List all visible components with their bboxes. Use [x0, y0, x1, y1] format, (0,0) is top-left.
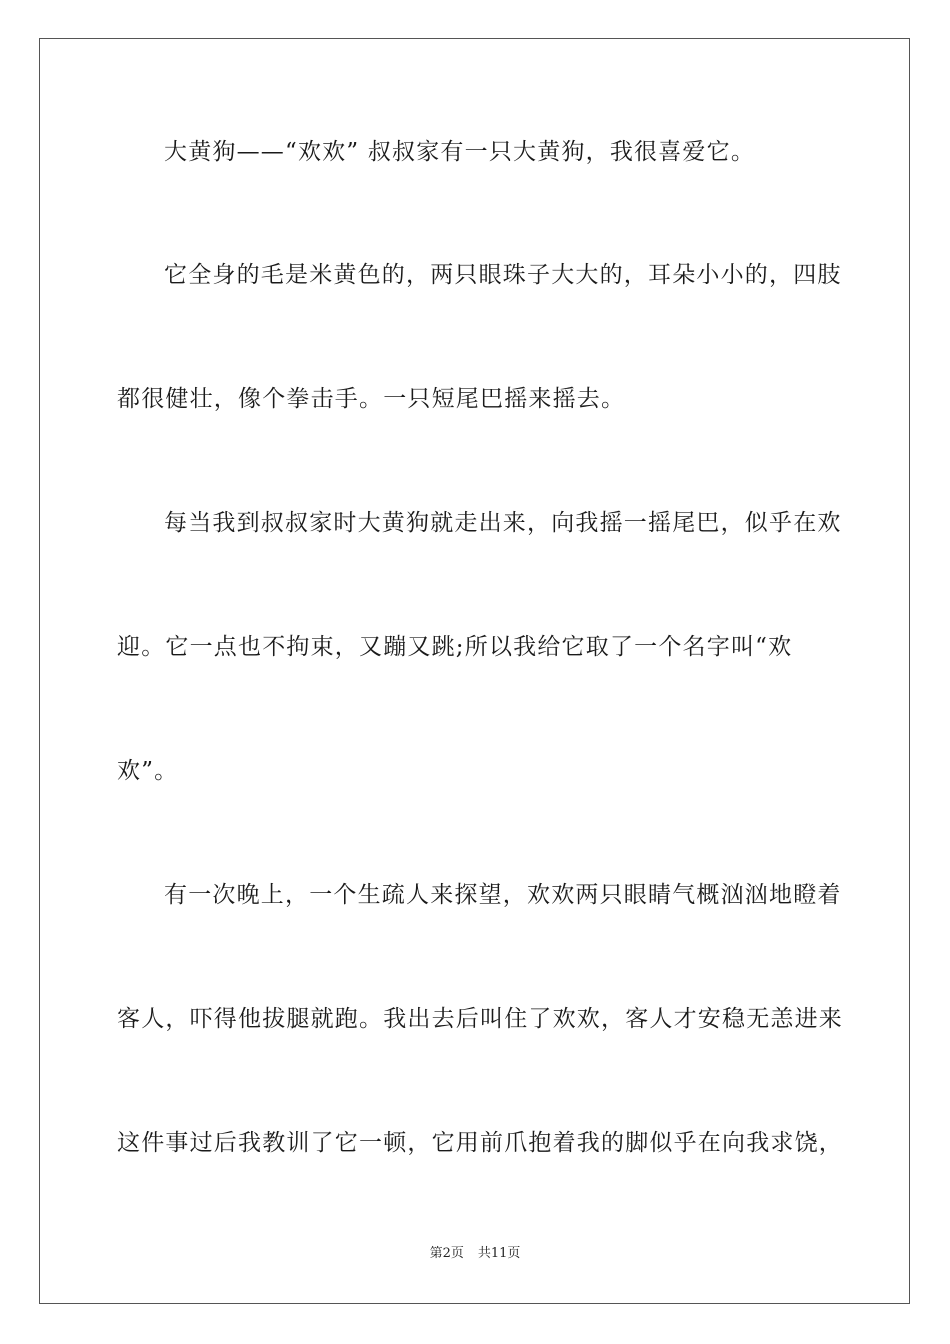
page-border: [39, 38, 910, 1304]
page-total: 共11页: [477, 1246, 521, 1261]
paragraph-line-1: 大黄狗——“欢欢” 叔叔家有一只大黄狗，我很喜爱它。: [164, 139, 756, 165]
paragraph-line-9: 这件事过后我教训了它一顿，它用前爪抱着我的脚似乎在向我求饶，: [117, 1130, 843, 1156]
page-number: 第2页: [429, 1246, 464, 1261]
paragraph-line-8: 客人，吓得他拔腿就跑。我出去后叫住了欢欢，客人才安稳无恙进来: [117, 1006, 843, 1032]
paragraph-line-7: 有一次晚上，一个生疏人来探望，欢欢两只眼睛气概汹汹地瞪着: [164, 882, 842, 908]
paragraph-line-4: 每当我到叔叔家时大黄狗就走出来，向我摇一摇尾巴，似乎在欢: [164, 510, 842, 536]
paragraph-line-3: 都很健壮，像个拳击手。一只短尾巴摇来摇去。: [117, 386, 626, 412]
paragraph-line-2: 它全身的毛是米黄色的，两只眼珠子大大的，耳朵小小的，四肢: [164, 262, 842, 288]
paragraph-line-6: 欢”。: [117, 758, 179, 784]
paragraph-line-5: 迎。它一点也不拘束，又蹦又跳;所以我给它取了一个名字叫“欢: [117, 634, 793, 660]
page-footer: [0, 1245, 950, 1263]
